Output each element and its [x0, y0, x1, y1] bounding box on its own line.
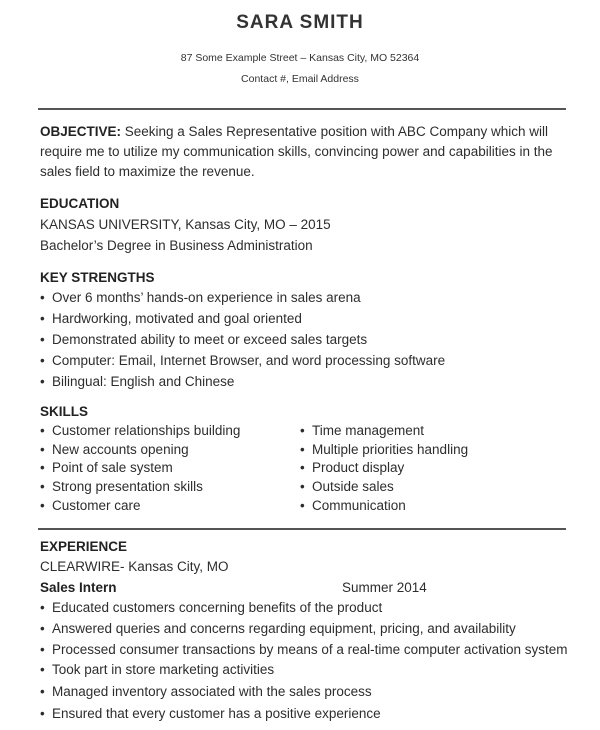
bullet-icon: • [40, 353, 45, 368]
bullet-icon: • [300, 442, 305, 457]
education-school: KANSAS UNIVERSITY, Kansas City, MO – 2015 [40, 217, 331, 232]
strength-text: Bilingual: English and Chinese [52, 374, 235, 389]
bullet-icon: • [40, 662, 45, 677]
list-item [40, 311, 302, 326]
strengths-heading: KEY STRENGTHS [40, 270, 155, 285]
list-item [40, 662, 274, 677]
skill-text: Time management [312, 423, 425, 438]
duty-text: Managed inventory associated with the sales process [52, 684, 372, 699]
bullet-icon: • [300, 479, 305, 494]
list-item [40, 290, 361, 305]
list-item [40, 353, 445, 368]
bullet-icon: • [40, 332, 45, 347]
list-item [40, 684, 372, 699]
strength-text: Demonstrated ability to meet or exceed sales targets [52, 332, 368, 347]
bullet-icon: • [300, 460, 305, 475]
bullet-icon: • [300, 423, 305, 438]
education-degree: Bachelor’s Degree in Business Administration [40, 238, 313, 253]
strength-text: Hardworking, motivated and goal oriented [52, 311, 302, 326]
list-item [40, 479, 203, 494]
bullet-icon: • [40, 498, 45, 513]
strength-text: Computer: Email, Internet Browser, and word processing software [52, 353, 446, 368]
duty-text: Processed consumer transactions by means of a real-time computer activation system [52, 642, 568, 657]
header-divider [38, 108, 566, 110]
contact-line: Contact #, Email Address [241, 73, 359, 85]
skill-text: Product display [312, 460, 405, 475]
skill-text: Customer relationships building [52, 423, 241, 438]
experience-period: Summer 2014 [342, 580, 427, 595]
duty-text: Ensured that every customer has a positive experience [52, 706, 381, 721]
duty-text: Took part in store marketing activities [52, 662, 275, 677]
address-line: 87 Some Example Street – Kansas City, MO 52364 [180, 52, 420, 64]
list-item [40, 498, 141, 513]
bullet-icon: • [40, 311, 45, 326]
skill-text: Point of sale system [52, 460, 173, 475]
list-item [40, 442, 189, 457]
duty-text: Educated customers concerning benefits of the product [52, 600, 383, 615]
strength-text: Over 6 months’ hands-on experience in sales arena [52, 290, 361, 305]
bullet-icon: • [40, 600, 45, 615]
skills-heading: SKILLS [40, 404, 89, 419]
list-item [40, 460, 173, 475]
bullet-icon: • [40, 684, 45, 699]
skill-text: Multiple priorities handling [312, 442, 469, 457]
list-item [40, 642, 567, 657]
skill-text: New accounts opening [52, 442, 189, 457]
experience-role: Sales Intern [40, 580, 117, 595]
skills-divider [38, 528, 566, 530]
experience-heading: EXPERIENCE [40, 539, 128, 554]
list-item [300, 460, 404, 475]
list-item [300, 498, 406, 513]
list-item [300, 479, 394, 494]
bullet-icon: • [40, 621, 45, 636]
bullet-icon: • [40, 290, 45, 305]
skill-text: Customer care [52, 498, 141, 513]
list-item [40, 706, 381, 721]
list-item [40, 600, 382, 615]
list-item [40, 374, 234, 389]
objective-label: OBJECTIVE: [40, 124, 122, 139]
skill-text: Communication [312, 498, 406, 513]
list-item [40, 621, 516, 636]
education-heading: EDUCATION [40, 196, 120, 211]
list-item [40, 423, 240, 438]
objective-paragraph [40, 122, 570, 182]
bullet-icon: • [40, 423, 45, 438]
experience-employer: CLEARWIRE- Kansas City, MO [40, 559, 229, 574]
list-item [300, 423, 424, 438]
objective-text: Seeking a Sales Representative position with ABC Company which will require me to utilize my communication skills, convincing power and capabilities in the sales field to maximize the revenue. [40, 124, 553, 179]
bullet-icon: • [40, 460, 45, 475]
bullet-icon: • [40, 374, 45, 389]
candidate-name: SARA SMITH [236, 12, 364, 33]
skill-text: Strong presentation skills [52, 479, 203, 494]
duty-text: Answered queries and concerns regarding equipment, pricing, and availability [52, 621, 516, 636]
bullet-icon: • [40, 642, 45, 657]
bullet-icon: • [40, 442, 45, 457]
bullet-icon: • [40, 706, 45, 721]
list-item [40, 332, 367, 347]
list-item [300, 442, 468, 457]
bullet-icon: • [40, 479, 45, 494]
bullet-icon: • [300, 498, 305, 513]
skill-text: Outside sales [312, 479, 394, 494]
